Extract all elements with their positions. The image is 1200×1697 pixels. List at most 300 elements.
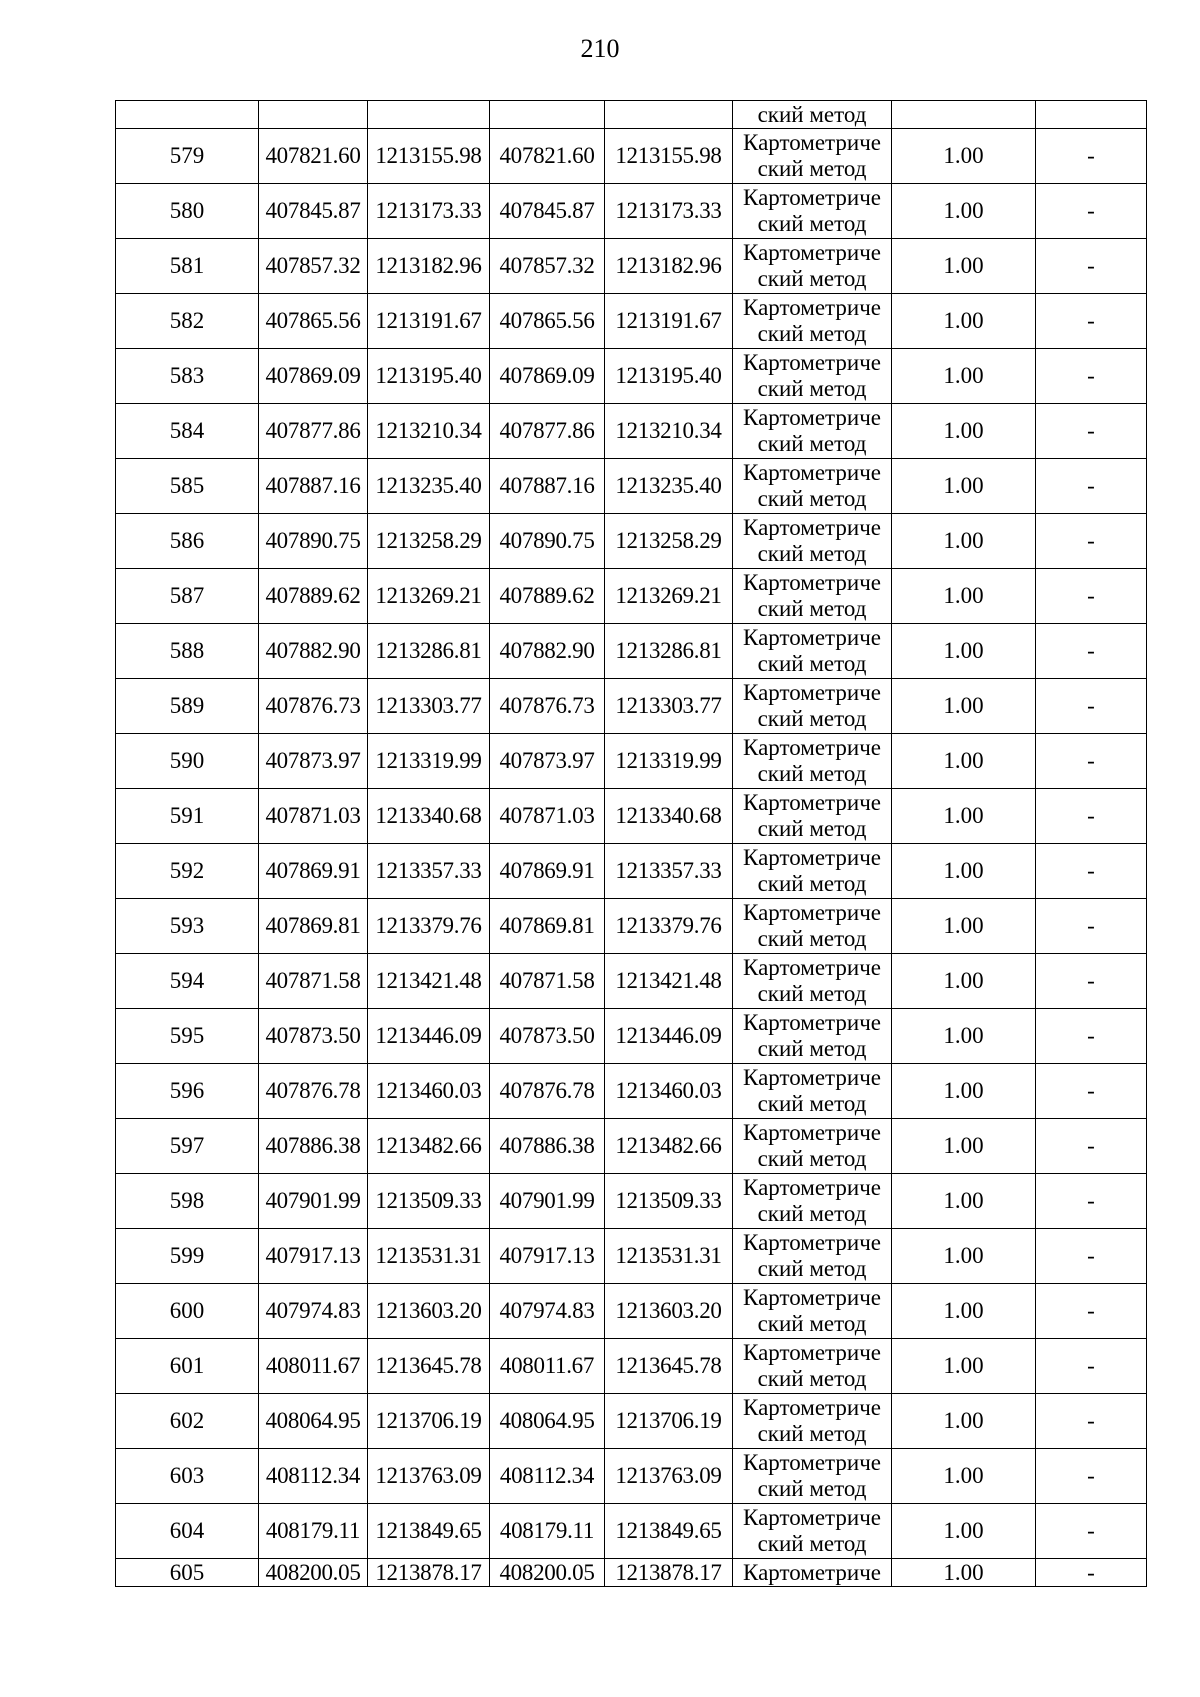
cell-y1: [368, 101, 490, 129]
cell-y1: 1213210.34: [368, 404, 490, 459]
cell-method: [733, 844, 892, 899]
cell-note: -: [1036, 459, 1147, 514]
cell-y1: 1213878.17: [368, 1559, 490, 1587]
cell-point-number: 583: [116, 349, 259, 404]
cell-method: [733, 239, 892, 294]
method-line-1: Картометриче: [743, 515, 881, 540]
cell-y2: 1213460.03: [605, 1064, 733, 1119]
cell-accuracy: 1.00: [892, 404, 1036, 459]
method-line-1: Картометриче: [743, 240, 881, 265]
cell-point-number: 602: [116, 1394, 259, 1449]
method-line-1: Картометриче: [743, 625, 881, 650]
cell-y1: 1213509.33: [368, 1174, 490, 1229]
cell-y2: 1213303.77: [605, 679, 733, 734]
cell-method: [733, 1174, 892, 1229]
method-line-2: ский метод: [757, 1036, 867, 1061]
cell-point-number: 599: [116, 1229, 259, 1284]
method-line-1: Картометриче: [743, 1010, 881, 1035]
cell-x1: 408179.11: [259, 1504, 368, 1559]
cell-y1: 1213482.66: [368, 1119, 490, 1174]
cell-y2: 1213155.98: [605, 129, 733, 184]
cell-note: -: [1036, 294, 1147, 349]
cell-method: [733, 129, 892, 184]
cell-point-number: 598: [116, 1174, 259, 1229]
cell-point-number: 592: [116, 844, 259, 899]
method-line-2: ский метод: [757, 376, 867, 401]
cell-note: -: [1036, 1119, 1147, 1174]
method-line-1: Картометриче: [743, 790, 881, 815]
table-row: [116, 1174, 1147, 1229]
cell-method: [733, 1284, 892, 1339]
cell-method: [733, 1009, 892, 1064]
cell-x2: 407886.38: [490, 1119, 605, 1174]
cell-point-number: 587: [116, 569, 259, 624]
cell-y2: 1213357.33: [605, 844, 733, 899]
cell-x1: 407917.13: [259, 1229, 368, 1284]
method-line-1: Картометриче: [743, 735, 881, 760]
cell-x1: 408011.67: [259, 1339, 368, 1394]
cell-accuracy: 1.00: [892, 1064, 1036, 1119]
cell-accuracy: 1.00: [892, 294, 1036, 349]
cell-accuracy: 1.00: [892, 1339, 1036, 1394]
method-line-1: Картометриче: [743, 1285, 881, 1310]
cell-note: -: [1036, 679, 1147, 734]
page-number: 210: [580, 34, 620, 63]
method-line-1: Картометриче: [743, 185, 881, 210]
table-row: [116, 1339, 1147, 1394]
cell-x2: 407869.91: [490, 844, 605, 899]
table-row: [116, 1449, 1147, 1504]
method-line-2: ский метод: [757, 1421, 867, 1446]
cell-y1: 1213269.21: [368, 569, 490, 624]
cell-point-number: 597: [116, 1119, 259, 1174]
cell-y2: 1213173.33: [605, 184, 733, 239]
cell-x1: 407857.32: [259, 239, 368, 294]
table-row: [116, 129, 1147, 184]
cell-accuracy: 1.00: [892, 734, 1036, 789]
method-line-1: Картометриче: [743, 1505, 881, 1530]
cell-note: -: [1036, 1174, 1147, 1229]
cell-method: [733, 184, 892, 239]
method-line-1: Картометриче: [743, 1340, 881, 1365]
cell-x2: 407869.81: [490, 899, 605, 954]
table-row-last: [116, 1559, 1147, 1587]
cell-accuracy: 1.00: [892, 899, 1036, 954]
cell-y1: 1213645.78: [368, 1339, 490, 1394]
cell-x1: [259, 101, 368, 129]
cell-note: -: [1036, 349, 1147, 404]
cell-x2: 408011.67: [490, 1339, 605, 1394]
table-row: [116, 1009, 1147, 1064]
cell-method: [733, 459, 892, 514]
method-line-2: ский метод: [757, 1366, 867, 1391]
cell-method: [733, 1119, 892, 1174]
cell-x2: 407821.60: [490, 129, 605, 184]
cell-note: -: [1036, 899, 1147, 954]
cell-note: -: [1036, 954, 1147, 1009]
cell-y1: 1213421.48: [368, 954, 490, 1009]
table-row: [116, 1119, 1147, 1174]
cell-x1: 407887.16: [259, 459, 368, 514]
cell-point-number: 595: [116, 1009, 259, 1064]
cell-point-number: 586: [116, 514, 259, 569]
cell-method: [733, 789, 892, 844]
cell-x1: 407871.03: [259, 789, 368, 844]
method-line-1: Картометриче: [743, 570, 881, 595]
cell-x2: 407882.90: [490, 624, 605, 679]
cell-y1: 1213303.77: [368, 679, 490, 734]
cell-note: -: [1036, 1229, 1147, 1284]
cell-accuracy: 1.00: [892, 789, 1036, 844]
cell-method: [733, 734, 892, 789]
method-line-1: Картометриче: [743, 1120, 881, 1145]
cell-point-number: 596: [116, 1064, 259, 1119]
cell-x2: 407974.83: [490, 1284, 605, 1339]
table-row: [116, 1229, 1147, 1284]
method-line-1: Картометриче: [743, 1395, 881, 1420]
cell-note: -: [1036, 789, 1147, 844]
cell-accuracy: 1.00: [892, 239, 1036, 294]
cell-y2: 1213849.65: [605, 1504, 733, 1559]
cell-note: -: [1036, 404, 1147, 459]
cell-accuracy: 1.00: [892, 514, 1036, 569]
cell-y2: 1213210.34: [605, 404, 733, 459]
cell-accuracy: 1.00: [892, 1009, 1036, 1064]
cell-accuracy: [892, 101, 1036, 129]
table-row: [116, 1284, 1147, 1339]
cell-y2: 1213509.33: [605, 1174, 733, 1229]
table-row: [116, 1504, 1147, 1559]
cell-method: [733, 1504, 892, 1559]
cell-accuracy: 1.00: [892, 844, 1036, 899]
table-row: [116, 679, 1147, 734]
cell-x2: 407873.97: [490, 734, 605, 789]
cell-x1: 407869.91: [259, 844, 368, 899]
cell-x2: 407845.87: [490, 184, 605, 239]
cell-y2: 1213191.67: [605, 294, 733, 349]
method-line-2: ский метод: [757, 1091, 867, 1116]
cell-x2: [490, 101, 605, 129]
cell-y1: 1213460.03: [368, 1064, 490, 1119]
cell-y2: 1213421.48: [605, 954, 733, 1009]
cell-y2: 1213286.81: [605, 624, 733, 679]
cell-x1: 407890.75: [259, 514, 368, 569]
cell-point-number: 589: [116, 679, 259, 734]
table-row: [116, 514, 1147, 569]
cell-point-number: 590: [116, 734, 259, 789]
cell-note: [1036, 101, 1147, 129]
cell-x2: 407901.99: [490, 1174, 605, 1229]
cell-x1: 407876.78: [259, 1064, 368, 1119]
table-row: [116, 349, 1147, 404]
cell-y2: 1213340.68: [605, 789, 733, 844]
method-line-2: ский метод: [757, 981, 867, 1006]
cell-note: -: [1036, 1064, 1147, 1119]
cell-y1: 1213155.98: [368, 129, 490, 184]
cell-note: -: [1036, 1284, 1147, 1339]
cell-y2: [605, 101, 733, 129]
table-row: [116, 734, 1147, 789]
cell-x2: 407857.32: [490, 239, 605, 294]
cell-x1: 407877.86: [259, 404, 368, 459]
cell-x2: 408112.34: [490, 1449, 605, 1504]
cell-method: [733, 624, 892, 679]
method-line-2: ский метод: [757, 596, 867, 621]
cell-x1: 407873.50: [259, 1009, 368, 1064]
cell-accuracy: 1.00: [892, 679, 1036, 734]
method-line-2: ский метод: [757, 1256, 867, 1281]
cell-point-number: 601: [116, 1339, 259, 1394]
method-line-2: ский метод: [757, 431, 867, 456]
cell-method: Картометриче: [733, 1559, 892, 1587]
cell-point-number: 593: [116, 899, 259, 954]
cell-point-number: 585: [116, 459, 259, 514]
cell-method: [733, 1449, 892, 1504]
cell-x1: 408200.05: [259, 1559, 368, 1587]
table-row: [116, 459, 1147, 514]
method-line-2: ский метод: [757, 926, 867, 951]
cell-accuracy: 1.00: [892, 459, 1036, 514]
table-row-continuation: [116, 101, 1147, 129]
cell-y2: 1213446.09: [605, 1009, 733, 1064]
cell-accuracy: 1.00: [892, 1119, 1036, 1174]
cell-accuracy: 1.00: [892, 1394, 1036, 1449]
cell-accuracy: 1.00: [892, 1284, 1036, 1339]
cell-y2: 1213235.40: [605, 459, 733, 514]
table-row: [116, 899, 1147, 954]
cell-y1: 1213319.99: [368, 734, 490, 789]
cell-y1: 1213603.20: [368, 1284, 490, 1339]
cell-x1: 407889.62: [259, 569, 368, 624]
table-row: [116, 404, 1147, 459]
method-line-2: ский метод: [757, 706, 867, 731]
cell-x2: 407869.09: [490, 349, 605, 404]
cell-accuracy: 1.00: [892, 1559, 1036, 1587]
coordinates-table: [115, 100, 1147, 1587]
cell-note: -: [1036, 1449, 1147, 1504]
method-line-2: ский метод: [757, 1531, 867, 1556]
method-line-1: Картометриче: [743, 295, 881, 320]
cell-x2: 407865.56: [490, 294, 605, 349]
cell-y1: 1213340.68: [368, 789, 490, 844]
cell-point-number: 588: [116, 624, 259, 679]
table-row: [116, 1064, 1147, 1119]
cell-x2: 408179.11: [490, 1504, 605, 1559]
method-line-1: Картометриче: [743, 405, 881, 430]
method-line-2: ский метод: [757, 1146, 867, 1171]
cell-x1: 408112.34: [259, 1449, 368, 1504]
cell-x1: 407869.09: [259, 349, 368, 404]
method-line-2: ский метод: [757, 1476, 867, 1501]
cell-method: [733, 679, 892, 734]
cell-point-number: 591: [116, 789, 259, 844]
cell-point-number: 580: [116, 184, 259, 239]
method-line-2: ский метод: [757, 211, 867, 236]
cell-y2: 1213763.09: [605, 1449, 733, 1504]
cell-y2: 1213379.76: [605, 899, 733, 954]
cell-y1: 1213446.09: [368, 1009, 490, 1064]
cell-method: [733, 514, 892, 569]
cell-note: -: [1036, 1394, 1147, 1449]
cell-y2: 1213645.78: [605, 1339, 733, 1394]
cell-x1: 407886.38: [259, 1119, 368, 1174]
cell-accuracy: 1.00: [892, 1449, 1036, 1504]
cell-accuracy: 1.00: [892, 624, 1036, 679]
cell-x1: 408064.95: [259, 1394, 368, 1449]
method-line-2: ский метод: [757, 1201, 867, 1226]
cell-y1: 1213182.96: [368, 239, 490, 294]
cell-point-number: [116, 101, 259, 129]
cell-x1: 407845.87: [259, 184, 368, 239]
method-line-2: ский метод: [757, 871, 867, 896]
cell-x1: 407869.81: [259, 899, 368, 954]
cell-y2: 1213195.40: [605, 349, 733, 404]
cell-y1: 1213763.09: [368, 1449, 490, 1504]
method-line-2: ский метод: [757, 1311, 867, 1336]
cell-x2: 408064.95: [490, 1394, 605, 1449]
cell-y2: 1213258.29: [605, 514, 733, 569]
table-body: [116, 101, 1147, 1587]
method-line-1: Картометриче: [743, 845, 881, 870]
method-line-1: Картометриче: [743, 900, 881, 925]
cell-x2: 407871.58: [490, 954, 605, 1009]
cell-x1: 407974.83: [259, 1284, 368, 1339]
cell-note: -: [1036, 624, 1147, 679]
cell-point-number: 581: [116, 239, 259, 294]
method-line-1: Картометриче: [743, 1175, 881, 1200]
table-row: [116, 624, 1147, 679]
method-line-2: ский метод: [757, 651, 867, 676]
cell-method: [733, 1394, 892, 1449]
table-row: [116, 184, 1147, 239]
cell-point-number: 604: [116, 1504, 259, 1559]
cell-note: -: [1036, 1339, 1147, 1394]
cell-x2: 407871.03: [490, 789, 605, 844]
cell-y1: 1213706.19: [368, 1394, 490, 1449]
method-line-2: ский метод: [757, 266, 867, 291]
cell-y1: 1213191.67: [368, 294, 490, 349]
cell-method: [733, 569, 892, 624]
method-line-2: ский метод: [757, 816, 867, 841]
cell-x2: 407877.86: [490, 404, 605, 459]
method-line-2: ский метод: [757, 156, 867, 181]
cell-point-number: 582: [116, 294, 259, 349]
cell-method: [733, 294, 892, 349]
cell-point-number: 594: [116, 954, 259, 1009]
cell-x1: 407821.60: [259, 129, 368, 184]
method-line-1: Картометриче: [743, 1230, 881, 1255]
cell-y1: 1213195.40: [368, 349, 490, 404]
cell-y1: 1213357.33: [368, 844, 490, 899]
cell-method: ский метод: [733, 101, 892, 129]
cell-x1: 407871.58: [259, 954, 368, 1009]
cell-y2: 1213319.99: [605, 734, 733, 789]
cell-x2: 407890.75: [490, 514, 605, 569]
method-line-1: Картометриче: [743, 1065, 881, 1090]
cell-y1: 1213235.40: [368, 459, 490, 514]
cell-y1: 1213258.29: [368, 514, 490, 569]
cell-method: [733, 404, 892, 459]
method-line-2: ский метод: [757, 761, 867, 786]
cell-accuracy: 1.00: [892, 569, 1036, 624]
cell-method: [733, 954, 892, 1009]
cell-method: [733, 1064, 892, 1119]
cell-x2: 407873.50: [490, 1009, 605, 1064]
cell-y1: 1213531.31: [368, 1229, 490, 1284]
cell-x1: 407901.99: [259, 1174, 368, 1229]
method-line-2: ский метод: [757, 321, 867, 346]
cell-x2: 407876.73: [490, 679, 605, 734]
cell-point-number: 579: [116, 129, 259, 184]
cell-note: -: [1036, 1504, 1147, 1559]
cell-accuracy: 1.00: [892, 184, 1036, 239]
cell-method: [733, 1229, 892, 1284]
cell-method: [733, 349, 892, 404]
cell-x2: 407889.62: [490, 569, 605, 624]
table-row: [116, 294, 1147, 349]
table-row: [116, 954, 1147, 1009]
cell-note: -: [1036, 1009, 1147, 1064]
table-row: [116, 844, 1147, 899]
method-line-1: Картометриче: [743, 1450, 881, 1475]
cell-y2: 1213482.66: [605, 1119, 733, 1174]
cell-note: -: [1036, 129, 1147, 184]
cell-x1: 407865.56: [259, 294, 368, 349]
table-row: [116, 1394, 1147, 1449]
table-row: [116, 569, 1147, 624]
cell-x2: 408200.05: [490, 1559, 605, 1587]
cell-y2: 1213878.17: [605, 1559, 733, 1587]
cell-y1: 1213849.65: [368, 1504, 490, 1559]
cell-note: -: [1036, 514, 1147, 569]
cell-point-number: 600: [116, 1284, 259, 1339]
cell-y2: 1213531.31: [605, 1229, 733, 1284]
cell-accuracy: 1.00: [892, 349, 1036, 404]
cell-y2: 1213603.20: [605, 1284, 733, 1339]
cell-accuracy: 1.00: [892, 1229, 1036, 1284]
cell-point-number: 584: [116, 404, 259, 459]
cell-point-number: 605: [116, 1559, 259, 1587]
cell-x1: 407876.73: [259, 679, 368, 734]
cell-note: -: [1036, 569, 1147, 624]
cell-x2: 407876.78: [490, 1064, 605, 1119]
cell-note: -: [1036, 734, 1147, 789]
cell-y2: 1213269.21: [605, 569, 733, 624]
cell-accuracy: 1.00: [892, 954, 1036, 1009]
cell-point-number: 603: [116, 1449, 259, 1504]
cell-y1: 1213173.33: [368, 184, 490, 239]
method-line-2: ский метод: [757, 486, 867, 511]
method-line-1: Картометриче: [743, 680, 881, 705]
method-line-1: Картометриче: [743, 460, 881, 485]
cell-x1: 407882.90: [259, 624, 368, 679]
method-line-1: Картометриче: [743, 350, 881, 375]
cell-note: -: [1036, 184, 1147, 239]
cell-x1: 407873.97: [259, 734, 368, 789]
table-row: [116, 789, 1147, 844]
cell-note: -: [1036, 239, 1147, 294]
cell-method: [733, 1339, 892, 1394]
table-row: [116, 239, 1147, 294]
cell-note: -: [1036, 844, 1147, 899]
cell-note: -: [1036, 1559, 1147, 1587]
cell-y1: 1213286.81: [368, 624, 490, 679]
cell-x2: 407917.13: [490, 1229, 605, 1284]
cell-x2: 407887.16: [490, 459, 605, 514]
method-line-2: ский метод: [757, 541, 867, 566]
cell-accuracy: 1.00: [892, 1174, 1036, 1229]
cell-y2: 1213182.96: [605, 239, 733, 294]
